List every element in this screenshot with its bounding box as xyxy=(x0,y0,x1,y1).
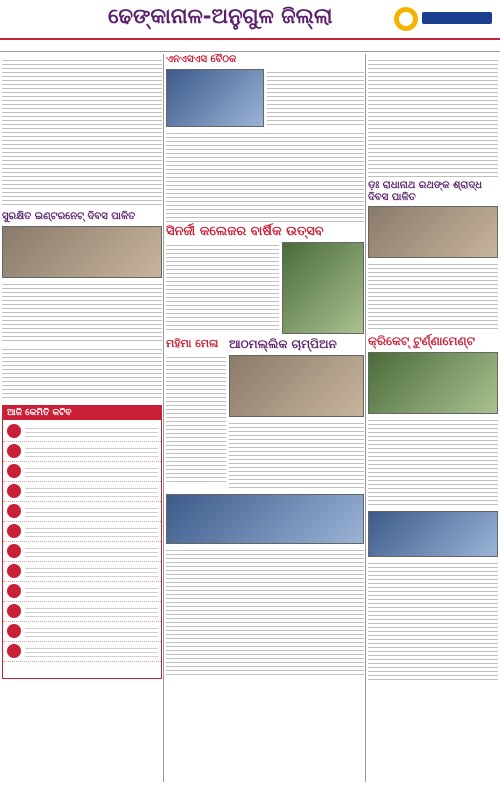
column-divider xyxy=(163,54,164,782)
horoscope-text xyxy=(25,605,158,617)
cancer-icon xyxy=(7,484,21,498)
virgo-icon xyxy=(7,524,21,538)
horoscope-text xyxy=(25,645,158,657)
gemini-icon xyxy=(7,464,21,478)
sagittarius-icon xyxy=(7,584,21,598)
aquarius-icon xyxy=(7,624,21,638)
story-body xyxy=(368,261,498,331)
horoscope-row xyxy=(3,502,161,522)
scorpio-icon xyxy=(7,564,21,578)
horoscope-text xyxy=(25,425,158,437)
horoscope-text xyxy=(25,585,158,597)
horoscope-text xyxy=(25,465,158,477)
center-column xyxy=(166,54,364,782)
pisces-icon xyxy=(7,644,21,658)
story-headline: କ୍ରିକେଟ୍ ଟୁର୍ଣ୍ଣାମେଣ୍ଟ xyxy=(368,334,475,348)
story-photo xyxy=(166,494,364,544)
aries-icon xyxy=(7,424,21,438)
horoscope-text xyxy=(25,545,158,557)
story-body xyxy=(368,417,498,507)
story-photo xyxy=(368,206,498,258)
horoscope-row xyxy=(3,522,161,542)
leo-icon xyxy=(7,504,21,518)
story-photo xyxy=(368,511,498,557)
right-column xyxy=(368,54,498,782)
story-body xyxy=(2,57,162,207)
horoscope-text xyxy=(25,525,158,537)
story-body xyxy=(166,242,279,332)
story-headline: ସିନର୍ଜୀ କଲେଜର ବାର୍ଷିକ ଉତ୍ସବ xyxy=(166,223,324,239)
horoscope-row xyxy=(3,422,161,442)
story-body xyxy=(166,354,226,484)
horoscope-row xyxy=(3,542,161,562)
horoscope-list xyxy=(3,422,161,662)
horoscope-row xyxy=(3,602,161,622)
story-headline: ଆଠମଲ୍ଲିକ ଚାମ୍ପିଅନ xyxy=(229,337,337,352)
story-photo xyxy=(282,242,364,334)
horoscope-row xyxy=(3,582,161,602)
horoscope-row xyxy=(3,562,161,582)
story-body xyxy=(368,57,498,177)
story-body xyxy=(166,130,364,222)
story-body xyxy=(2,346,162,401)
horoscope-row xyxy=(3,462,161,482)
column-divider xyxy=(365,54,366,782)
horoscope-text xyxy=(25,505,158,517)
page-title: ଢେଙ୍କାନାଳ-ଅନୁଗୁଳ ଜିଲ୍ଲା xyxy=(108,4,333,28)
horoscope-box xyxy=(2,405,162,679)
horoscope-text xyxy=(25,625,158,637)
logo-mark-icon xyxy=(392,4,496,34)
story-headline: ଡ଼ଃ ରାଧାନାଥ ରଥଙ୍କ ଶ୍ରାଦ୍ଧ ଦିବସ ପାଳିତ xyxy=(368,180,483,203)
story-body xyxy=(368,560,498,680)
left-column xyxy=(2,54,162,782)
story-photo xyxy=(2,226,162,278)
capricorn-icon xyxy=(7,604,21,618)
horoscope-row xyxy=(3,442,161,462)
story-body xyxy=(2,281,162,343)
story-body xyxy=(267,69,364,125)
story-photo xyxy=(229,355,364,417)
horoscope-text xyxy=(25,445,158,457)
story-headline: ମହିମା ମେଳା xyxy=(166,337,219,351)
story-photo xyxy=(368,352,498,414)
story-photo xyxy=(166,69,264,127)
newspaper-logo xyxy=(392,4,496,34)
horoscope-text xyxy=(25,565,158,577)
horoscope-text xyxy=(25,485,158,497)
horoscope-row xyxy=(3,482,161,502)
story-headline: ସୁରକ୍ଷିତ ଇଣ୍ଟରନେଟ୍ ଦିବସ ପାଳିତ xyxy=(2,211,136,222)
horoscope-title: ଆଜି କେମିତି କଟିବ xyxy=(3,406,161,420)
horoscope-row xyxy=(3,622,161,642)
libra-icon xyxy=(7,544,21,558)
masthead xyxy=(0,0,500,40)
story-body xyxy=(229,420,364,490)
story-body xyxy=(166,547,364,677)
story-headline: ଏନଏସଏସ ବୈଠକ xyxy=(166,54,237,65)
dateline xyxy=(0,39,500,52)
taurus-icon xyxy=(7,444,21,458)
horoscope-row xyxy=(3,642,161,662)
